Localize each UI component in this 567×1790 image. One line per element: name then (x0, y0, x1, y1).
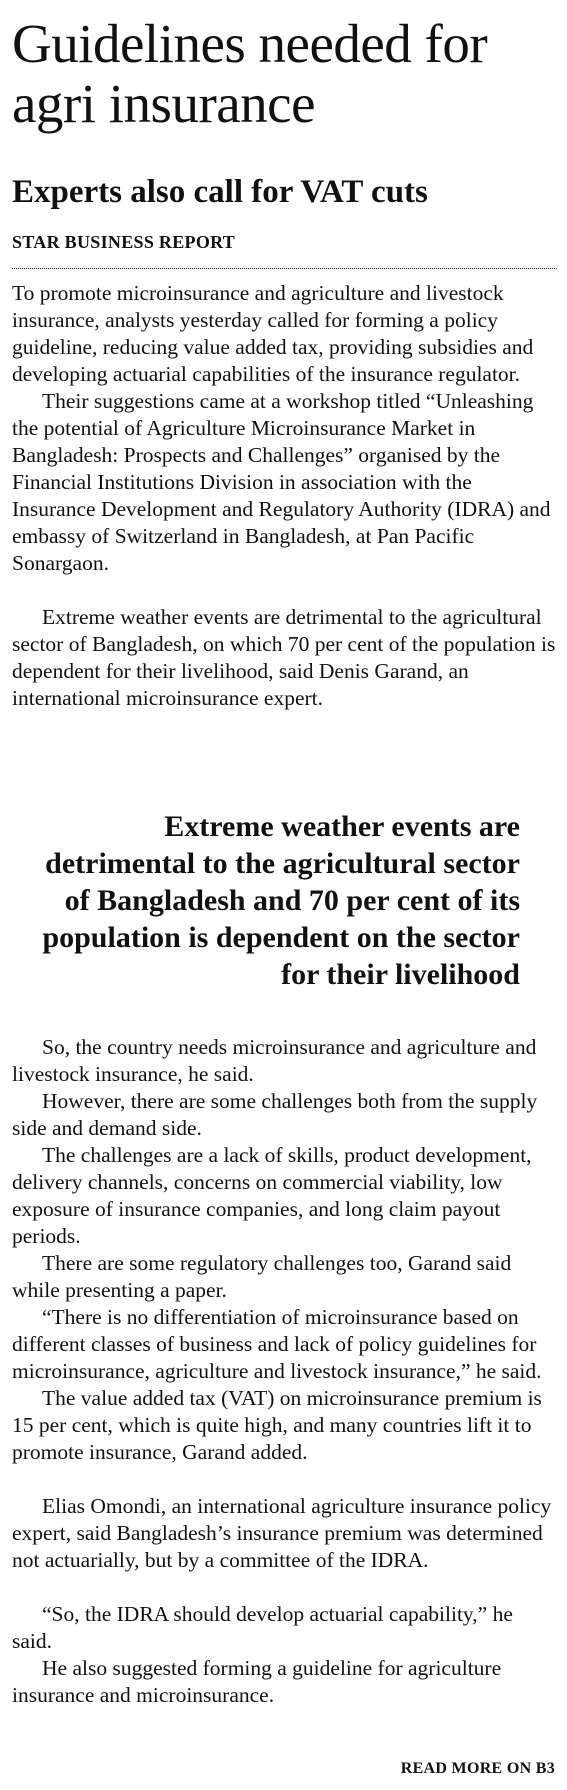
pull-quote: Extreme weather events are detrimental to the agricultural sector of Bangladesh and 70 per cent of its population is dependent on the sector for their livelihood (42, 810, 520, 991)
continuation-note: READ MORE ON B3 (400, 1760, 555, 1777)
subheadline: Experts also call for VAT cuts (12, 174, 428, 210)
body-paragraph: The value added tax (VAT) on microinsurance premium is 15 per cent, which is quite high, and many countries lift it to promote insurance, Garand added. (12, 1386, 542, 1464)
body-paragraph: He also suggested forming a guideline for agriculture insurance and microinsurance. (12, 1656, 502, 1707)
dotted-divider (12, 268, 557, 269)
body-paragraph: Elias Omondi, an international agriculture insurance policy expert, said Bangladesh’s insurance premium was determined not actuarially, but by a committee of the IDRA. (12, 1494, 552, 1572)
body-paragraph: There are some regulatory challenges too, Garand said while presenting a paper. (12, 1251, 512, 1302)
body-paragraph: However, there are some challenges both from the supply side and demand side. (12, 1089, 538, 1140)
body-paragraph: Their suggestions came at a workshop titled “Unleashing the potential of Agriculture Microinsurance Market in Bangladesh: Prospects and Challenges” organised by the Financial Institutions Division in association with the Insurance Development and Regulatory Authority (IDRA) and embassy of Switzerland in Bangladesh, at Pan Pacific Sonargaon. (12, 389, 551, 575)
body-paragraph: Extreme weather events are detrimental to the agricultural sector of Bangladesh, on which 70 per cent of the population is dependent for their livelihood, said Denis Garand, an international microinsurance expert. (12, 605, 556, 710)
body-paragraph: So, the country needs microinsurance and agriculture and livestock insurance, he said. (12, 1035, 537, 1086)
body-paragraph: “So, the IDRA should develop actuarial capability,” he said. (12, 1602, 513, 1653)
byline: STAR BUSINESS REPORT (12, 232, 236, 252)
body-paragraph: “There is no differentiation of microinsurance based on different classes of business and lack of policy guidelines for microinsurance, agriculture and livestock insurance,” he said. (12, 1305, 542, 1383)
body-paragraph: To promote microinsurance and agriculture and livestock insurance, analysts yesterday called for forming a policy guideline, reducing value added tax, providing subsidies and developing actuarial capabilities of the insurance regulator. (12, 281, 534, 386)
headline: Guidelines needed for agri insurance (12, 13, 488, 134)
body-paragraph: The challenges are a lack of skills, product development, delivery channels, concerns on commercial viability, low exposure of insurance companies, and long claim payout periods. (12, 1143, 532, 1248)
